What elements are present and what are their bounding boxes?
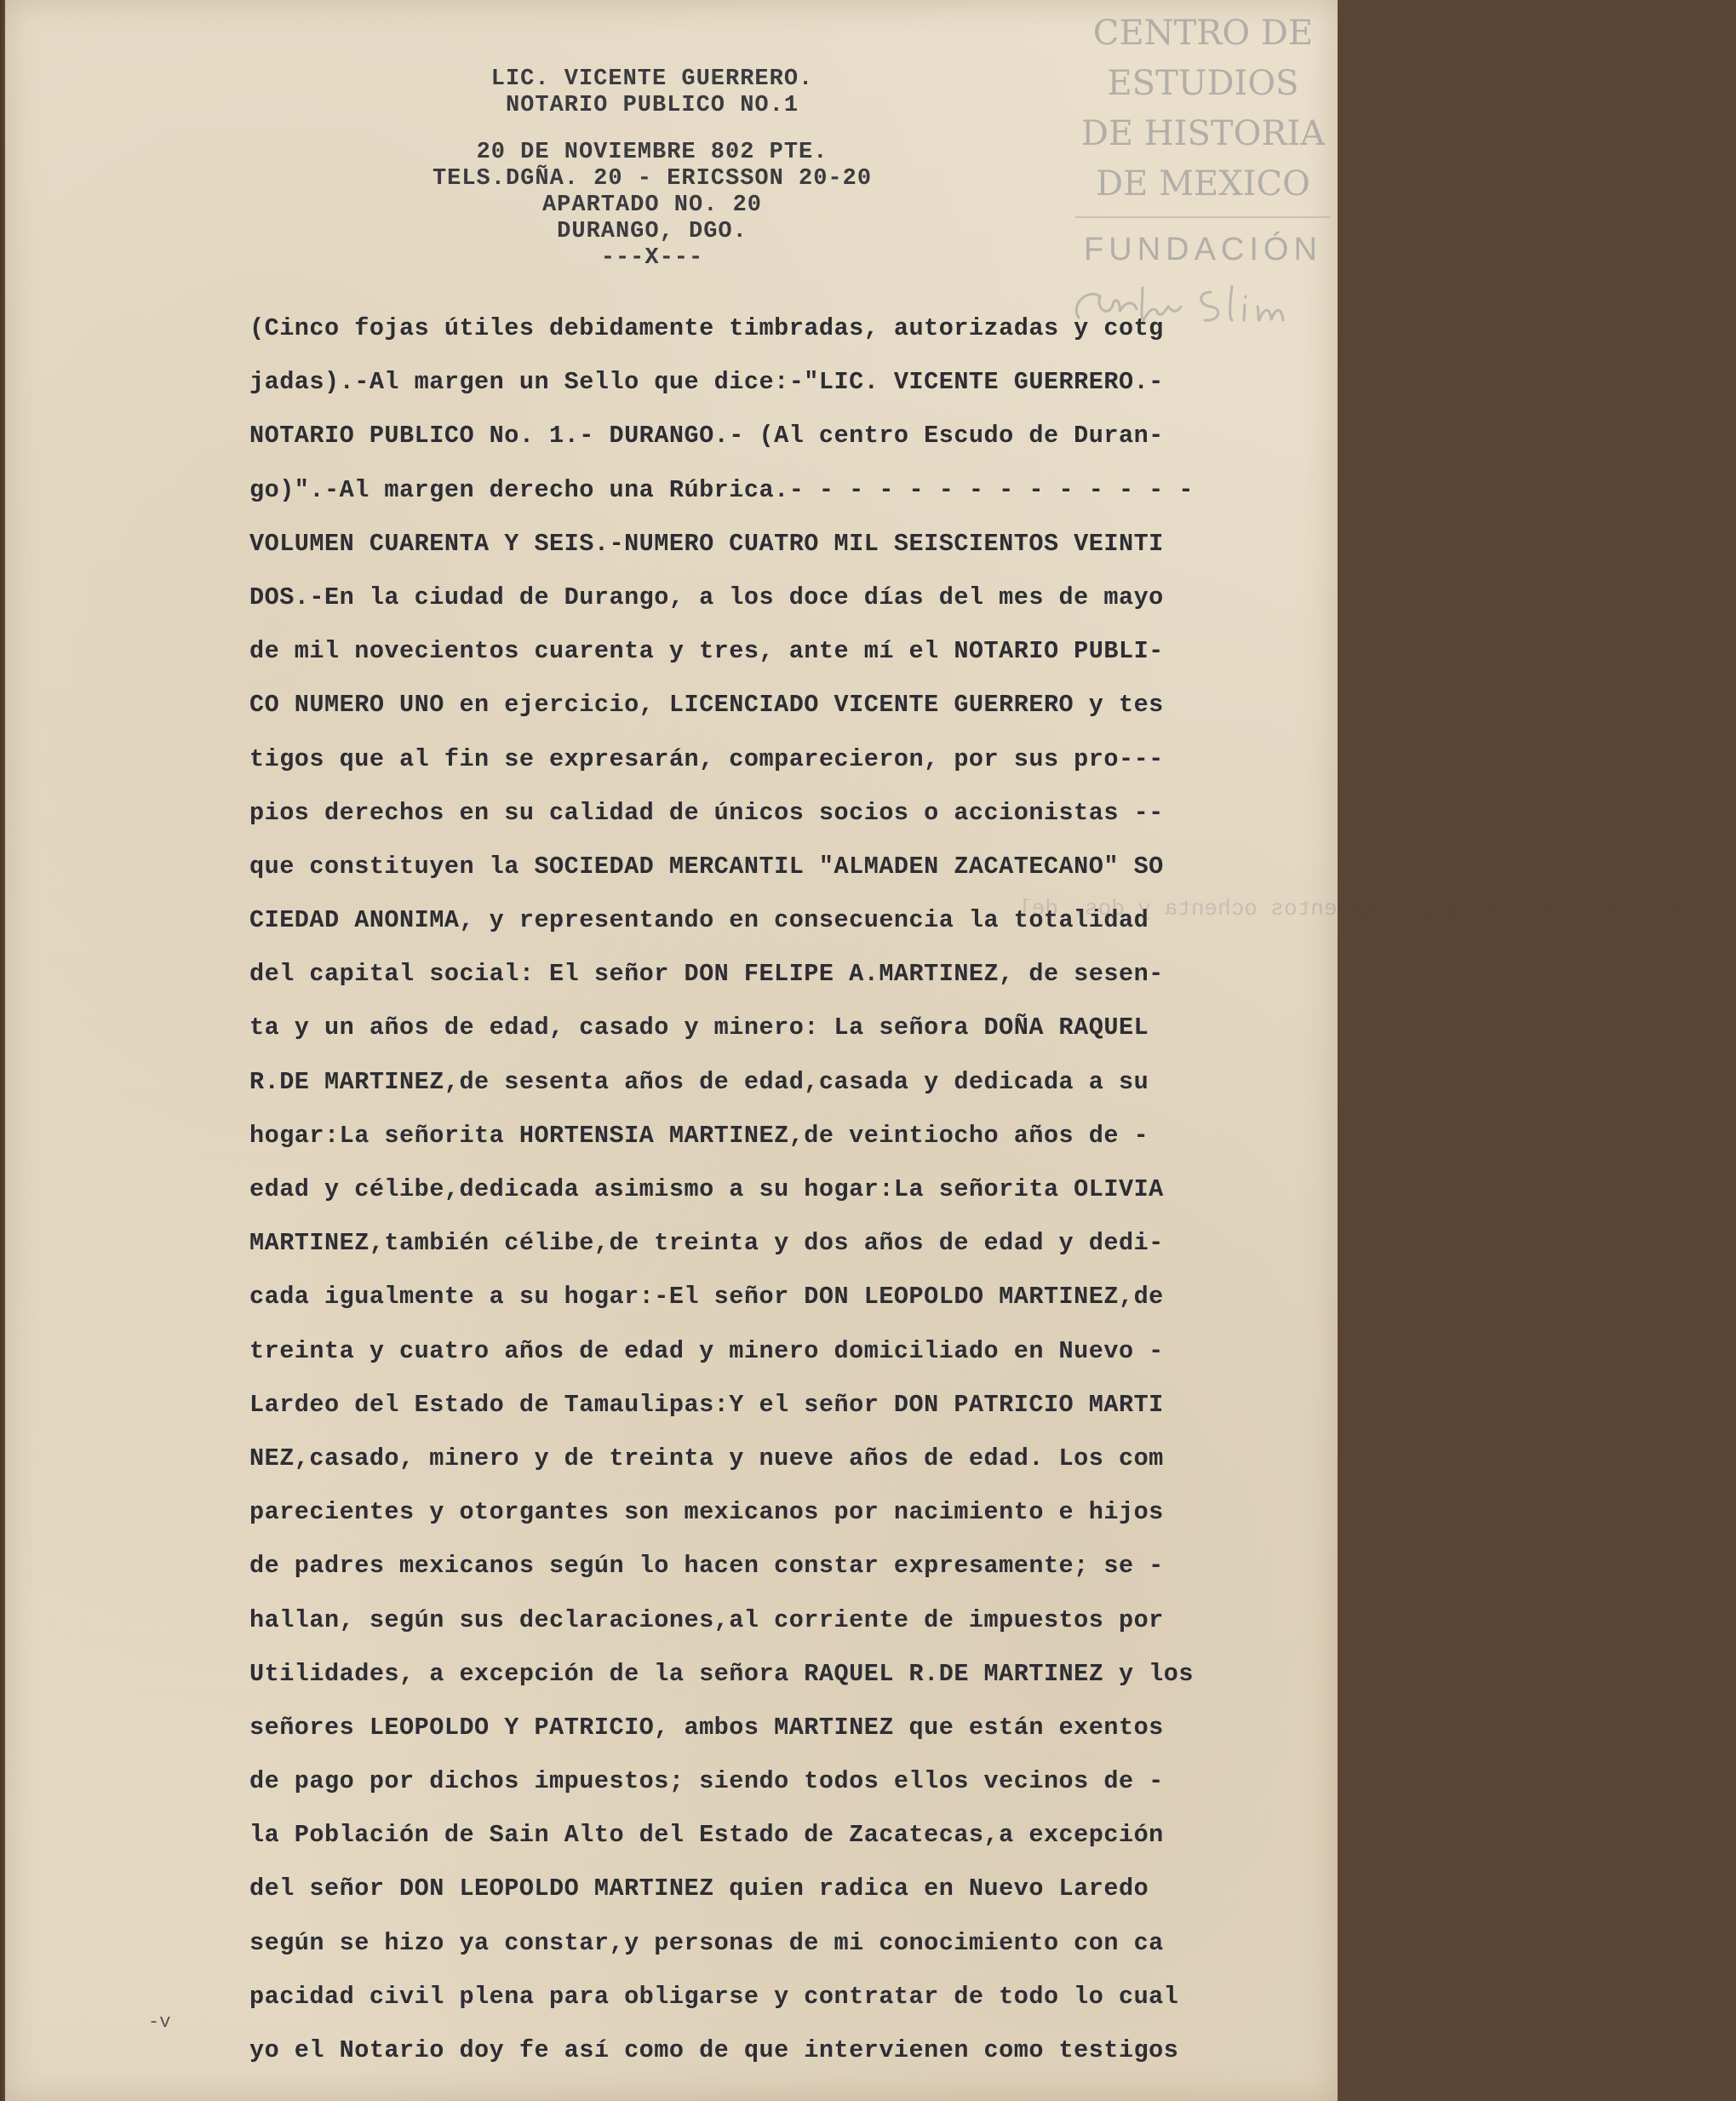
text-line: del capital social: El señor DON FELIPE A.MARTINEZ, de sesen- bbox=[249, 960, 1164, 989]
letterhead bbox=[337, 66, 967, 272]
text-line: edad y célibe,dedicada asimismo a su hogar:La señorita OLIVIA bbox=[249, 1175, 1164, 1203]
text-line: (Cinco fojas útiles debidamente timbradas, autorizadas y cotg bbox=[249, 314, 1164, 342]
document-page bbox=[5, 0, 1736, 2101]
watermark-line: CENTRO DE bbox=[1092, 14, 1314, 53]
text-line: parecientes y otorgantes son mexicanos por nacimiento e hijos bbox=[249, 1498, 1164, 1527]
text-line: R.DE MARTINEZ,de sesenta años de edad,casada y dedicada a su bbox=[249, 1067, 1149, 1096]
text-line: VOLUMEN CUARENTA Y SEIS.-NUMERO CUATRO MIL SEISCIENTOS VEINTI bbox=[249, 529, 1164, 558]
letterhead-line: TELS.DGÑA. 20 - ERICSSON 20-20 bbox=[432, 166, 873, 192]
text-line: yo el Notario doy fe así como de que intervienen como testigos bbox=[249, 2036, 1179, 2064]
watermark-line: DE HISTORIA bbox=[1080, 114, 1326, 153]
text-line: la Población de Sain Alto del Estado de Zacatecas,a excepción bbox=[249, 1821, 1164, 1850]
text-line: treinta y cuatro años de edad y minero domiciliado en Nuevo - bbox=[249, 1336, 1164, 1365]
text-line: jadas).-Al margen un Sello que dice:-"LIC. VICENTE GUERRERO.- bbox=[249, 368, 1164, 397]
text-line: pios derechos en su calidad de únicos socios o accionistas -- bbox=[249, 798, 1164, 827]
show-through-text: creación número 1252 mil doscientos ochenta y dos, del bbox=[1018, 896, 1736, 921]
text-line: cada igualmente a su hogar:-El señor DON LEOPOLDO MARTINEZ,de bbox=[249, 1283, 1164, 1312]
text-line: CIEDAD ANONIMA, y representando en consecuencia la totalidad bbox=[249, 906, 1149, 935]
text-line: hallan, según sus declaraciones,al corriente de impuestos por bbox=[249, 1605, 1164, 1634]
text-line: que constituyen la SOCIEDAD MERCANTIL "ALMADEN ZACATECANO" SO bbox=[249, 852, 1164, 881]
text-line: señores LEOPOLDO Y PATRICIO, ambos MARTINEZ que están exentos bbox=[249, 1713, 1164, 1742]
text-line: MARTINEZ,también célibe,de treinta y dos años de edad y dedi- bbox=[249, 1229, 1164, 1258]
text-line: DOS.-En la ciudad de Durango, a los doce días del mes de mayo bbox=[249, 583, 1164, 611]
watermark-foundation: FUNDACIÓN bbox=[1075, 216, 1331, 271]
text-line: CO NUMERO UNO en ejercicio, LICENCIADO VICENTE GUERRERO y tes bbox=[249, 691, 1164, 720]
watermark-line: DE MEXICO bbox=[1096, 164, 1310, 204]
watermark-line: ESTUDIOS bbox=[1107, 64, 1299, 103]
text-line: Utilidades, a excepción de la señora RAQUEL R.DE MARTINEZ y los bbox=[249, 1659, 1194, 1688]
text-line: de padres mexicanos según lo hacen constar expresamente; se - bbox=[249, 1552, 1164, 1581]
letterhead-line: LIC. VICENTE GUERRERO. bbox=[490, 66, 814, 92]
text-line: NEZ,casado, minero y de treinta y nueve años de edad. Los com bbox=[249, 1444, 1164, 1472]
text-line: de pago por dichos impuestos; siendo todos ellos vecinos de - bbox=[249, 1767, 1164, 1796]
letterhead-separator: ---X--- bbox=[600, 245, 704, 271]
text-line: ta y un años de edad, casado y minero: La señora DOÑA RAQUEL bbox=[249, 1013, 1149, 1042]
text-line: hogar:La señorita HORTENSIA MARTINEZ,de veintiocho años de - bbox=[249, 1121, 1149, 1150]
letterhead-line: APARTADO NO. 20 bbox=[541, 192, 763, 218]
text-line: según se hizo ya constar,y personas de mi conocimiento con ca bbox=[249, 1928, 1164, 1957]
letterhead-line: DURANGO, DGO. bbox=[557, 219, 748, 244]
text-line: Lardeo del Estado de Tamaulipas:Y el señor DON PATRICIO MARTI bbox=[249, 1390, 1164, 1419]
notarial-deed-text bbox=[249, 301, 1246, 2077]
letterhead-spacer bbox=[337, 119, 967, 140]
text-line: tigos que al fin se expresarán, comparecieron, por sus pro--- bbox=[249, 744, 1164, 773]
letterhead-line: NOTARIO PUBLICO NO.1 bbox=[505, 93, 799, 118]
text-line: go)".-Al margen derecho una Rúbrica.- - - - - - - - - - - - - - bbox=[249, 475, 1194, 504]
text-line: de mil novecientos cuarenta y tres, ante mí el NOTARIO PUBLI- bbox=[249, 637, 1164, 666]
text-line: NOTARIO PUBLICO No. 1.- DURANGO.- (Al centro Escudo de Duran- bbox=[249, 422, 1164, 451]
archive-watermark bbox=[1075, 9, 1331, 271]
text-line: del señor DON LEOPOLDO MARTINEZ quien radica en Nuevo Laredo bbox=[249, 1874, 1149, 1903]
letterhead-line: 20 DE NOVIEMBRE 802 PTE. bbox=[476, 140, 828, 165]
text-line: pacidad civil plena para obligarse y contratar de todo lo cual bbox=[249, 1982, 1179, 2011]
margin-mark: -v bbox=[148, 2012, 171, 2033]
